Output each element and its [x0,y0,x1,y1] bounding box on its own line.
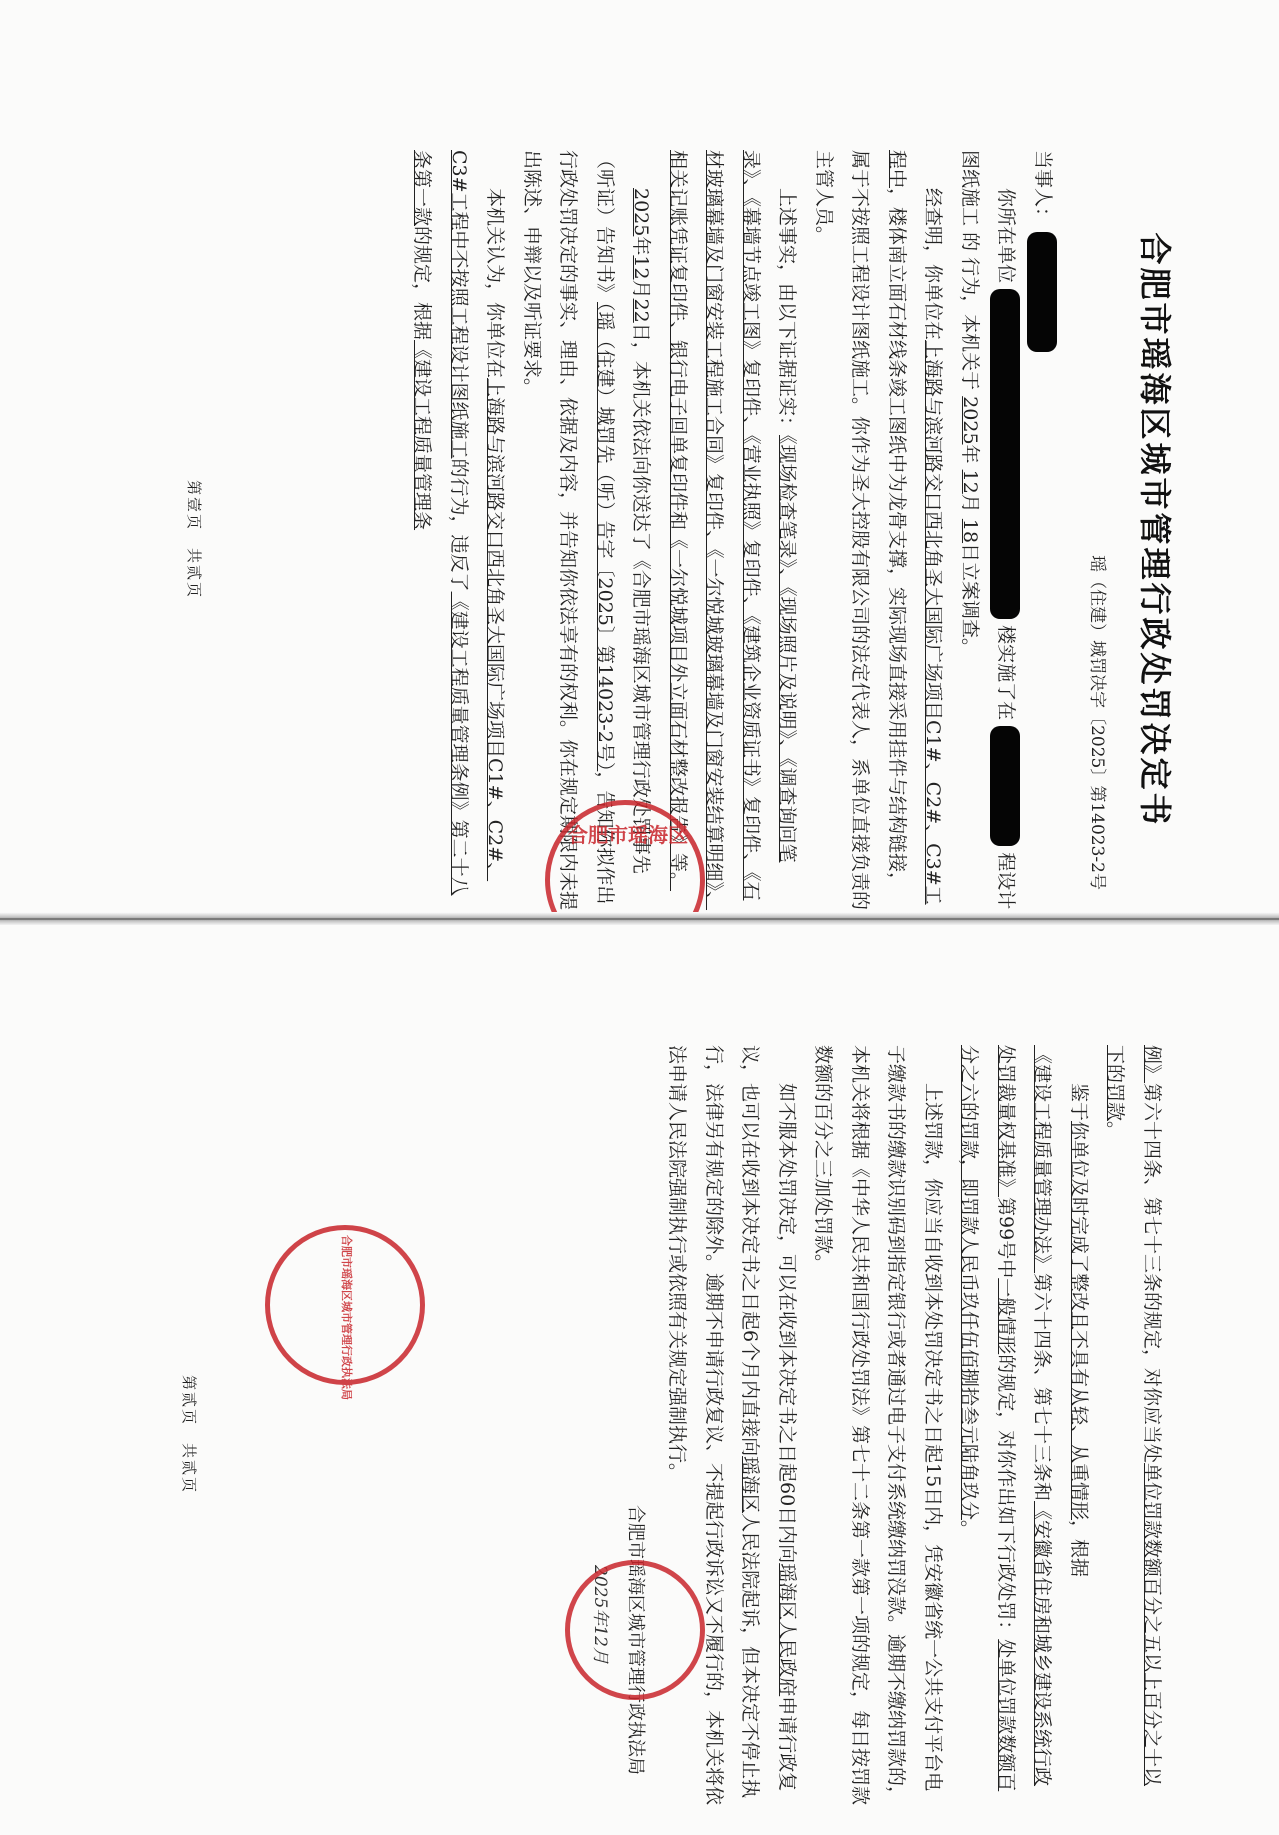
notice-text-b: ，告知你拟作出行政处罚决定的事实、理由、依据及内容，并告知你依法享有的权利。你在规定期限内未提出陈述、申辩以及听证要求。 [521,150,616,911]
official-seal-page-2 [265,1225,425,1400]
penalty-range: 单位罚款数额百分之五以上百分之十以下的罚款 [1104,1045,1163,1787]
notice-day: 22 [630,298,653,323]
decision-mitigation: 你单位及时完成了整改且不具有从轻、从重情形 [1068,1121,1090,1521]
decision-text-g: 的规定，对你作出如下行政处罚： [995,1354,1017,1640]
page-2-footer: 第贰页 共贰页 [180,1375,198,1495]
signing-authority: 合肥市瑶海区城市管理行政执法局 [625,1505,646,1775]
location-text-a: 你所在单位 [995,188,1018,284]
document-page-1 [0,0,1279,915]
paragraph-location [952,150,1025,910]
behavior-text-a: 行为，本机关于 [959,257,981,391]
behavior-text-b: 日立案调查。 [959,543,981,658]
seal-text-page-1: 合肥市瑶海区 [568,823,688,847]
redaction-party [1027,232,1057,352]
decision-law: 《建设工程质量管理办法》 [1031,1045,1054,1274]
evidence-list: 《现场检查笔录》、《现场照片及说明》、《调查询问笔录》、《幕墙节点竣工图》复印件、《营业执照》复印件、《建筑企业资质证书》复印件、《石材玻璃幕墙及门窗安装工程施工合同》复印件、《一尔悦城玻璃幕墙及门窗安装结算明细》、相关记账凭证复印件、银行电子回单复印件和《一尔悦城项目外立面石材整改报告》等。 [667,150,799,911]
remedy-text-c: 人民法院起诉，但本决定不停止执行，法律另有规定的除外。逾期不申请行政复议、不提起行政诉讼又不履行的，本机关将依法申请人民法院强制执行或依照有关规定强制执行。 [666,1045,762,1806]
notice-year: 2025 [630,188,653,237]
law-reference: 《建设工程质量管理条例》第二十八条第一款 [411,150,470,896]
finding-location: 上海路与滨河路交口西北角圣大国际广场项目C1#、C2#、C3#工程中 [886,150,945,905]
law-tail: 例》 [1141,1045,1163,1084]
location-text-b: 楼实施了在 [995,625,1018,721]
paragraph-penalty-range [1097,1045,1170,1805]
consider-text-a: 本机关认为，你单位在 [484,188,507,379]
penalty-text-b: 第六十四条、第七十三条的规定，对你应当处 [1141,1083,1163,1464]
decision-text-d: 第六十四条、第七十三条和 [1031,1273,1054,1502]
decision-case: 一般情形 [995,1278,1017,1355]
filing-day: 18 [959,518,981,544]
paragraph-finding [806,150,952,910]
page-separator [0,912,1279,926]
official-seal-page-2-partial [565,1560,705,1700]
party-line [1025,150,1062,910]
location-text-c: 程设计图纸施工 [959,150,1018,910]
page-1-footer: 第壹页 共贰页 [185,480,203,600]
document-page-2 [0,925,1279,1835]
location-text-d: 的 [959,232,981,252]
consider-location: 上海路与滨河路交口西北角圣大国际广场项目C1#、C2#、C3#工程中不按照工程设计图纸施工 [448,150,507,882]
decision-text-h: 。 [958,1520,981,1540]
decision-law-2: 《安徽省住房和城乡建设系统行政处罚裁量权基准》 [995,1045,1054,1787]
paragraph-payment: 上述罚款，你应当自收到本处罚决定书之日起15日内，凭安徽省统一公共支付平台电子缴款书的缴款识别码到指定银行或者通过电子支付系统缴纳罚没款。逾期不缴纳罚款的，本机关将根据《中华人民共和国行政处罚法》第七十二条第一款第一项的规定，每日按罚款数额的百分之三加处罚款。 [812,1045,944,1806]
document-number: 瑶（住建）城罚决字〔2025〕第14023-2号 [1087,555,1107,890]
signing-date: 2025年12月 [590,1565,610,1664]
penalty-text-d: 。 [1104,1121,1127,1141]
year-char: 年 [959,444,981,464]
filing-year: 2025 [959,396,981,445]
decision-text-e: 第99号中 [995,1197,1017,1279]
notice-month: 12 [630,255,653,280]
redaction-address [991,289,1021,619]
party-label: 当事人： [1032,150,1054,227]
remedy-text-a: 如不服本处罚决定，可以在收到本决定书之日起60日内向 [776,1083,798,1564]
penalty-amount: 处单位罚款数额百分之六的罚款，即罚款人民币玖仟伍佰捌拾叁元陆角玖分 [958,1045,1017,1792]
decision-text-a: 鉴于 [1068,1083,1090,1122]
paragraph-decision [951,1045,1097,1805]
seal-text-page-2: 合肥市瑶海区城市管理行政执法局 [340,1235,353,1400]
paragraph-remedy [659,1045,805,1805]
paragraph-consideration [404,150,514,910]
filing-month: 12 [959,469,981,494]
consider-text-b: 的行为，违反了 [448,458,470,592]
consider-text-c: 的规定，根据 [411,226,434,341]
redaction-site [991,726,1021,846]
remedy-court: 瑶海区 [739,1456,762,1514]
paragraph-evidence [660,150,806,910]
evidence-text-a: 上述事实，由以下证据证实： [776,188,799,436]
law-reference-2: 《建设工程质量管理条 [411,340,434,531]
paragraph-notice: 2025年12月22日，本机关依法向你送达了《合肥市瑶海区城市管理行政处罚事先（听证）告知书》（瑶（住建）城罚先（听）告字〔2025〕第14023-2号），告知你拟作出行政处罚决定的事实、理由、依据及内容，并告知你依法享有的权利。你在规定期限内未提出陈述、申辩以及听证要求。 [521,150,653,911]
remedy-text-b: 申请行政复议，也可以在收到本决定书之日起6个月内直接向 [739,1045,798,1792]
decision-text-c: ，根据 [1068,1520,1090,1578]
notice-ref: （瑶（住建）城罚先（听）告字〔2025〕第14023-2号） [594,302,616,772]
finding-text-a: 经查明，你单位在 [922,188,945,341]
month-char: 月 [959,493,981,513]
document-title: 合肥市瑶海区城市管理行政处罚决定书 [1136,232,1174,828]
notice-text-a: 本机关依法向你送达了《合肥市瑶海区城市管理行政处罚事先（听证）告知书》 [594,150,653,874]
remedy-government: 瑶海区人民政府 [776,1563,798,1697]
page-1-content [150,150,1180,910]
finding-text-b: ，楼体南立面石材线条竣工图纸中为龙骨支撑，实际现场直接采用挂件与结构链接，属于不按照工程设计图纸施工。你作为圣大控股有限公司的法定代表人，系单位直接负责的主管人员。 [813,150,908,911]
